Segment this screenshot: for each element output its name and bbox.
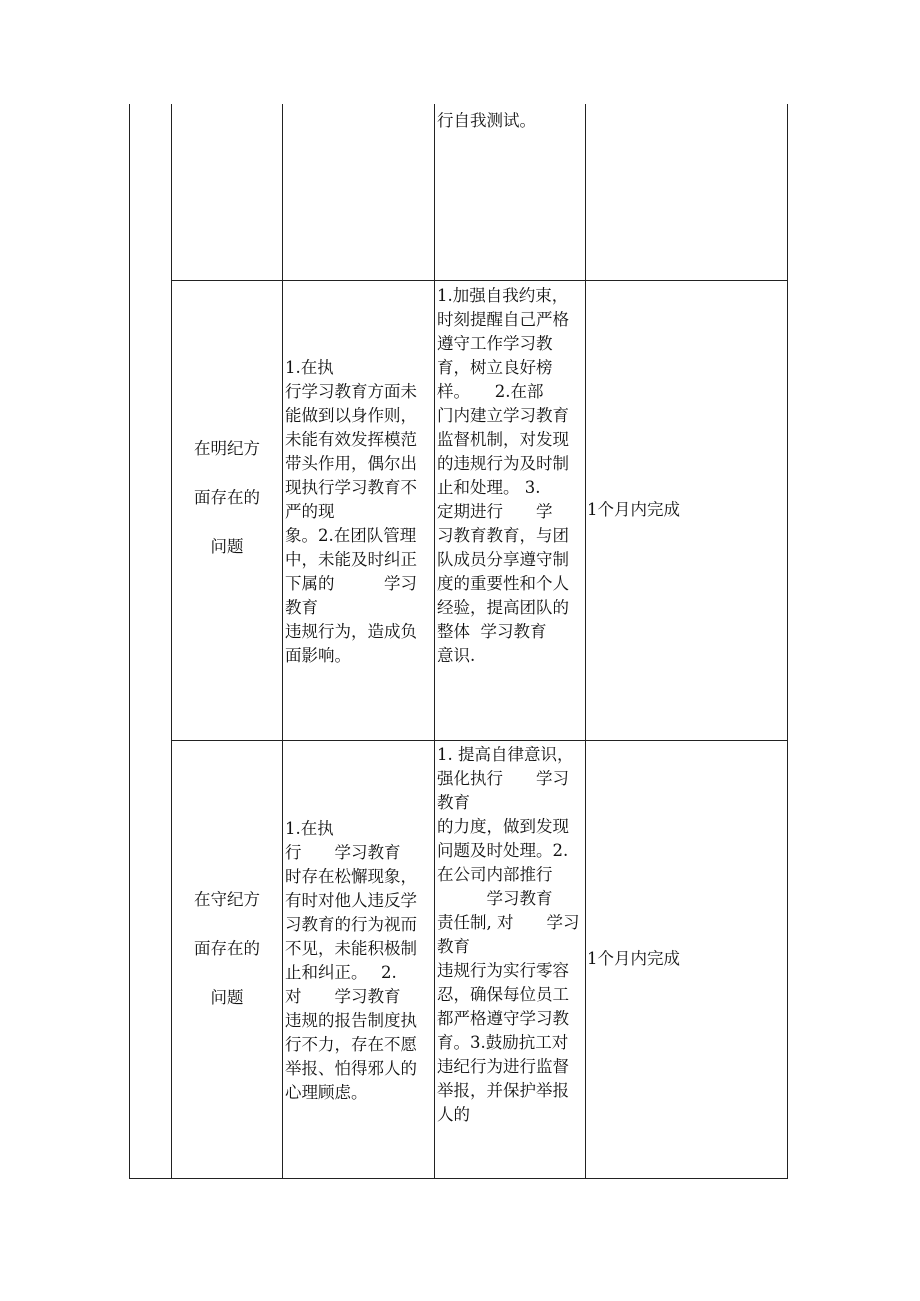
table-row-divider — [171, 740, 788, 741]
table-row-1-problem: 1.在执 行学习教育方面未 能做到以身作则， 未能有效发挥模范 带头作用，偶尔出 现执行学习教育不 严的现 象。2.在团队管理 中，未能及时纠正 下属的 学习 教育 违规行为，造成负 面影响。 — [285, 358, 417, 665]
table-column-divider — [585, 104, 586, 1179]
table-column-divider — [282, 104, 283, 1179]
table-row-2-measures: 1. 提高自律意识， 强化执行 学习 教育 的力度，做到发现 问题及时处理。2. 在公司内部推行 学习教育 责任制, 对 学习 教育 违规行为实行零容 忍，确保每位员工 都严格遵守学习教 育。3.鼓励抗工对 违纪行为进行监督 举报，并保护举报 人的 — [437, 745, 580, 1124]
table-row-1-category: 在明纪方 面存在的 问题 — [194, 439, 260, 556]
table-row-2-deadline: 1个月内完成 — [587, 949, 680, 968]
table-row-1-deadline: 1个月内完成 — [587, 500, 680, 519]
table-border-right — [787, 104, 788, 1179]
table-row-0-measures: 行自我测试。 — [437, 111, 536, 130]
table-column-divider — [434, 104, 435, 1179]
table-row-2-problem: 1.在执 行 学习教育 时存在松懈现象， 有时对他人违反学 习教育的行为视而 不见，未能积极制 止和纠正。 2. 对 学习教育 违规的报告制度执 行不力，存在不愿 举报、怕得邪人的 心理顾虑。 — [285, 819, 417, 1102]
table-row-divider — [171, 280, 788, 281]
table-row-2-category: 在守纪方 面存在的 问题 — [194, 890, 260, 1007]
table-border-outer-left — [129, 104, 130, 1179]
table-row-1-measures: 1.加强自我约束， 时刻提醒自己严格 遵守工作学习教 育，树立良好榜 样。 2.在部 门内建立学习教育 监督机制，对发现 的违规行为及时制 止和处理。 3. 定期进行 学 习教育教育，与团 队成员分享遵守制 度的重要性和个人 经验，提高团队的 整体 学习教育 意识. — [437, 286, 569, 665]
table-border-bottom — [129, 1178, 788, 1179]
